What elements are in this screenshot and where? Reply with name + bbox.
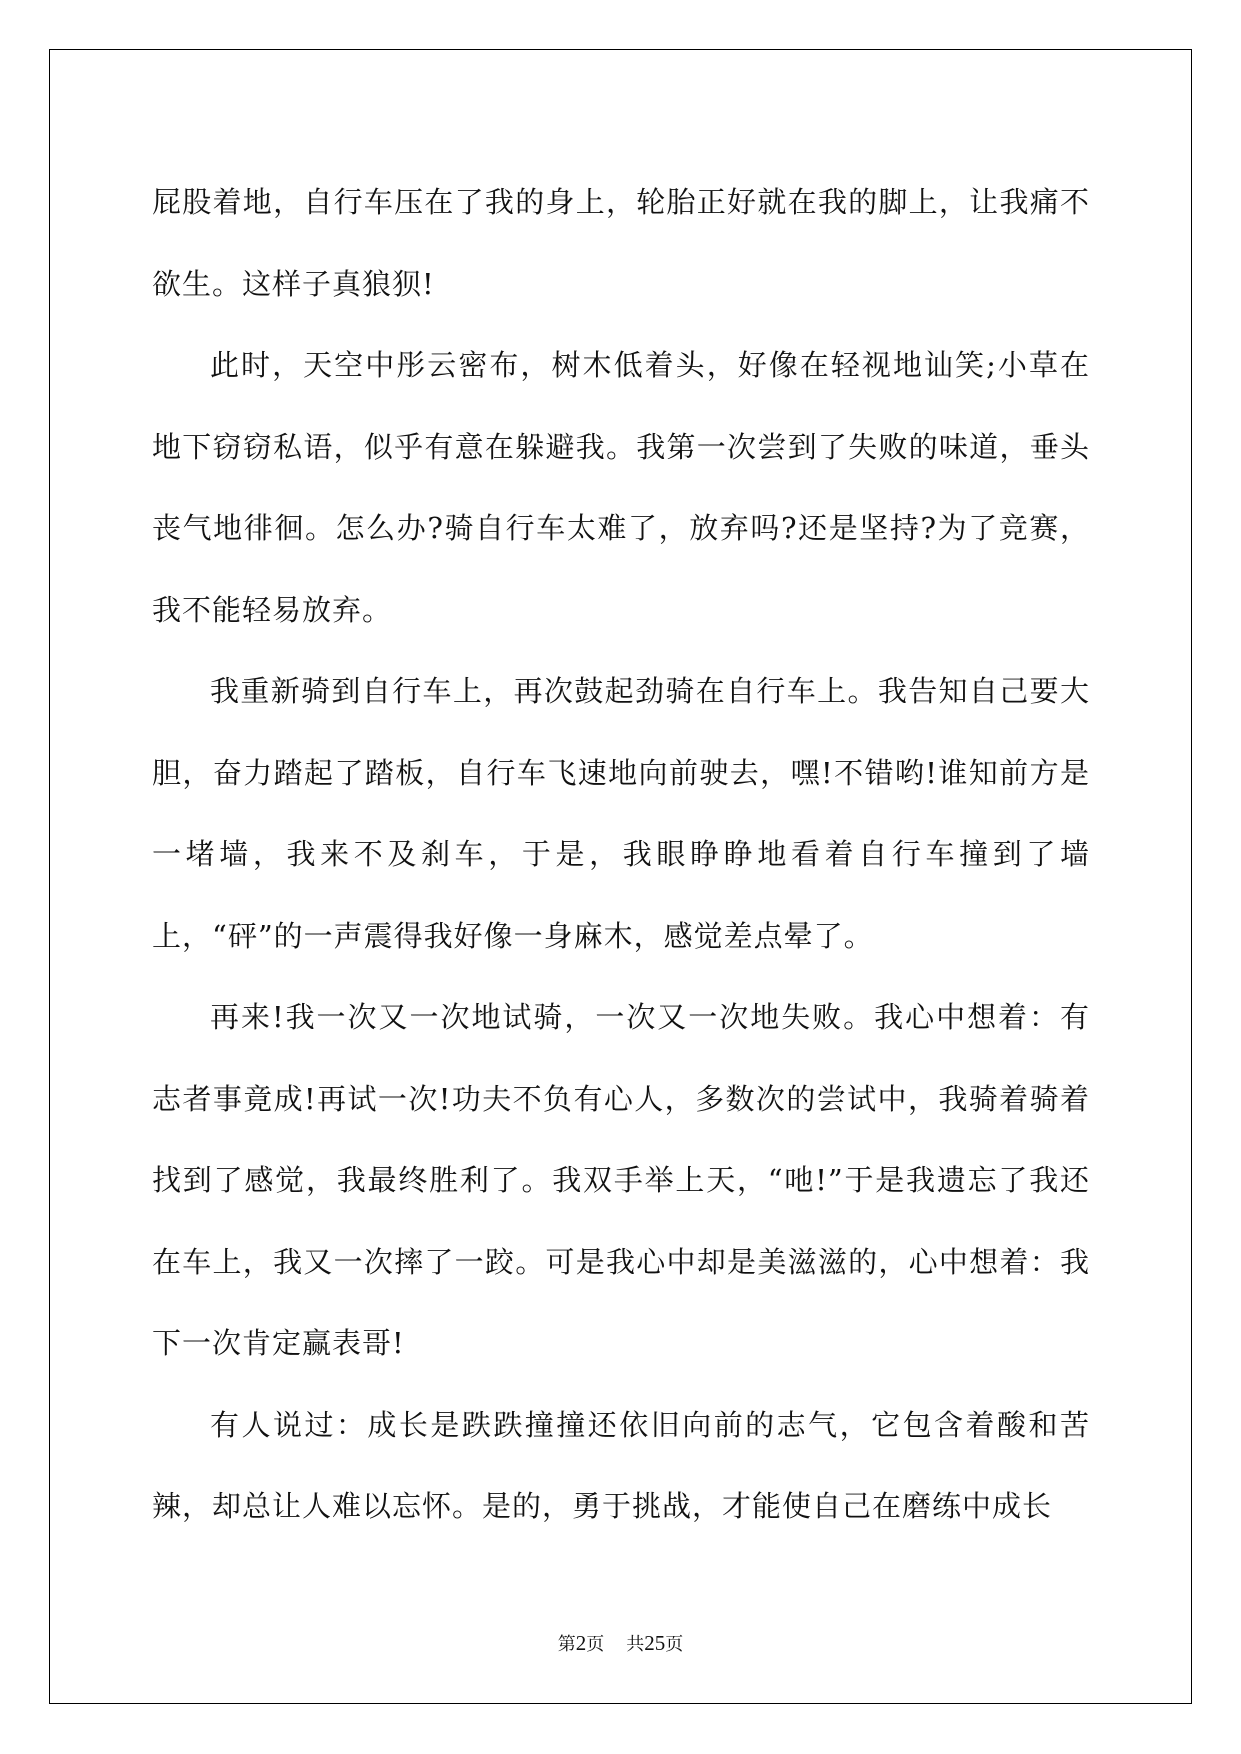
page-footer — [0, 1630, 1241, 1658]
paragraph-2: 此时，天空中彤云密布，树木低着头，好像在轻视地讪笑;小草在地下窃窃私语，似乎有意在躲避我。我第一次尝到了失败的味道，垂头丧气地徘徊。怎么办?骑自行车太难了，放弃吗?还是坚持?为了竞赛，我不能轻易放弃。 — [152, 348, 1090, 627]
paragraph-5: 有人说过：成长是跌跌撞撞还依旧向前的志气，它包含着酸和苦辣，却总让人难以忘怀。是的，勇于挑战，才能使自己在磨练中成长 — [152, 1407, 1090, 1523]
total-suffix: 页 — [665, 1634, 684, 1655]
document-body — [152, 162, 1090, 1548]
total-prefix: 共 — [626, 1634, 645, 1655]
paragraph-3: 我重新骑到自行车上，再次鼓起劲骑在自行车上。我告知自己要大胆，奋力踏起了踏板，自行车飞速地向前驶去，嘿!不错哟!谁知前方是一堵墙，我来不及刹车，于是，我眼睁睁地看着自行车撞到了墙上，“砰”的一声震得我好像一身麻木，感觉差点晕了。 — [152, 674, 1090, 953]
paragraph-4: 再来!我一次又一次地试骑，一次又一次地失败。我心中想着：有志者事竟成!再试一次!功夫不负有心人，多数次的尝试中，我骑着骑着找到了感觉，我最终胜利了。我双手举上天，“吔!”于是我遗忘了我还在车上，我又一次摔了一跤。可是我心中却是美滋滋的，心中想着：我下一次肯定赢表哥! — [152, 1000, 1090, 1360]
page-number: 2 — [575, 1631, 587, 1655]
paragraph-1: 屁股着地，自行车压在了我的身上，轮胎正好就在我的脚上，让我痛不欲生。这样子真狼狈! — [152, 185, 1090, 301]
page-suffix: 页 — [586, 1634, 605, 1655]
page-prefix: 第 — [557, 1634, 576, 1655]
total-pages: 25 — [644, 1631, 666, 1655]
